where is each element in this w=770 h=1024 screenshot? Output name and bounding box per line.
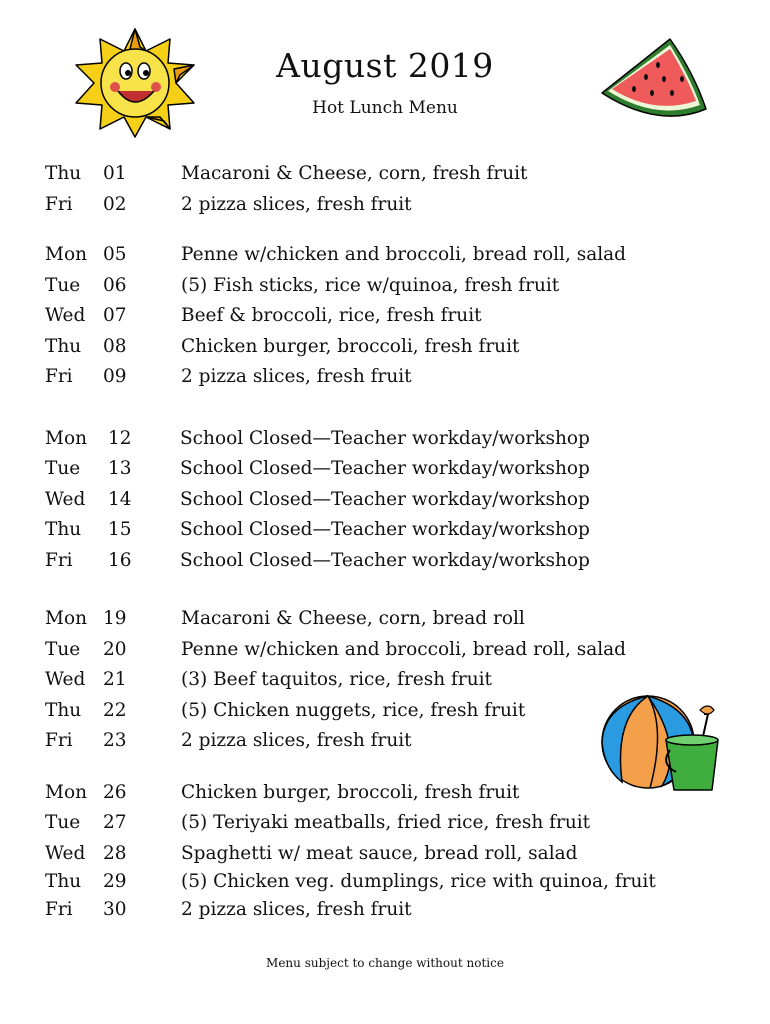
menu-meal: Penne w/chicken and broccoli, bread roll, salad — [181, 244, 627, 265]
menu-date: 05 — [103, 244, 127, 265]
menu-date: 13 — [108, 458, 132, 479]
menu-day: Tue — [45, 812, 81, 833]
menu-meal: Chicken burger, broccoli, fresh fruit — [181, 782, 520, 803]
menu-day: Wed — [45, 489, 86, 510]
menu-day: Wed — [45, 669, 86, 690]
menu-day: Fri — [45, 730, 73, 751]
menu-date: 02 — [103, 194, 127, 215]
menu-meal: 2 pizza slices, fresh fruit — [181, 899, 412, 920]
menu-date: 30 — [103, 899, 127, 920]
menu-day: Fri — [45, 194, 73, 215]
menu-meal: School Closed—Teacher workday/workshop — [180, 458, 590, 479]
menu-date: 09 — [103, 366, 127, 387]
menu-date: 29 — [103, 871, 127, 892]
menu-meal: (5) Chicken nuggets, rice, fresh fruit — [181, 700, 526, 721]
menu-day: Fri — [45, 366, 73, 387]
menu-meal: 2 pizza slices, fresh fruit — [181, 730, 412, 751]
menu-date: 12 — [108, 428, 132, 449]
menu-meal: School Closed—Teacher workday/workshop — [180, 519, 590, 540]
menu-day: Wed — [45, 305, 86, 326]
menu-day: Thu — [45, 871, 82, 892]
menu-day: Thu — [45, 700, 82, 721]
menu-date: 01 — [103, 163, 127, 184]
menu-meal: Penne w/chicken and broccoli, bread roll, salad — [181, 639, 627, 660]
menu-meal: (5) Teriyaki meatballs, fried rice, fresh fruit — [181, 812, 591, 833]
menu-meal: 2 pizza slices, fresh fruit — [181, 194, 412, 215]
menu-day: Mon — [45, 428, 87, 449]
menu-date: 22 — [103, 700, 127, 721]
menu-date: 21 — [103, 669, 127, 690]
menu-day: Fri — [45, 899, 73, 920]
page-subtitle: Hot Lunch Menu — [312, 98, 458, 118]
menu-date: 16 — [108, 550, 132, 571]
menu-day: Tue — [45, 458, 81, 479]
menu-date: 28 — [103, 843, 127, 864]
menu-meal: Spaghetti w/ meat sauce, bread roll, salad — [181, 843, 578, 864]
menu-day: Thu — [45, 519, 82, 540]
menu-date: 26 — [103, 782, 127, 803]
menu-day: Tue — [45, 639, 81, 660]
menu-date: 08 — [103, 336, 127, 357]
menu-meal: School Closed—Teacher workday/workshop — [180, 550, 590, 571]
menu-day: Tue — [45, 275, 81, 296]
beach-ball-and-bucket-icon — [600, 688, 725, 793]
menu-day: Thu — [45, 336, 82, 357]
menu-date: 14 — [108, 489, 132, 510]
menu-meal: Macaroni & Cheese, corn, bread roll — [181, 608, 525, 629]
menu-date: 06 — [103, 275, 127, 296]
menu-meal: (5) Fish sticks, rice w/quinoa, fresh fruit — [181, 275, 560, 296]
menu-meal: School Closed—Teacher workday/workshop — [180, 428, 590, 449]
menu-meal: Macaroni & Cheese, corn, fresh fruit — [181, 163, 528, 184]
page-title: August 2019 — [276, 46, 494, 85]
menu-meal: (3) Beef taquitos, rice, fresh fruit — [181, 669, 492, 690]
menu-day: Mon — [45, 782, 87, 803]
menu-date: 15 — [108, 519, 132, 540]
menu-meal: School Closed—Teacher workday/workshop — [180, 489, 590, 510]
watermelon-icon — [598, 33, 710, 125]
menu-day: Mon — [45, 608, 87, 629]
menu-meal: Chicken burger, broccoli, fresh fruit — [181, 336, 520, 357]
menu-date: 20 — [103, 639, 127, 660]
menu-day: Wed — [45, 843, 86, 864]
menu-date: 27 — [103, 812, 127, 833]
menu-meal: Beef & broccoli, rice, fresh fruit — [181, 305, 482, 326]
menu-day: Mon — [45, 244, 87, 265]
menu-meal: (5) Chicken veg. dumplings, rice with quinoa, fruit — [181, 871, 656, 892]
menu-day: Thu — [45, 163, 82, 184]
menu-meal: 2 pizza slices, fresh fruit — [181, 366, 412, 387]
menu-date: 19 — [103, 608, 127, 629]
menu-date: 07 — [103, 305, 127, 326]
menu-date: 23 — [103, 730, 127, 751]
footer-note: Menu subject to change without notice — [266, 956, 504, 970]
menu-day: Fri — [45, 550, 73, 571]
